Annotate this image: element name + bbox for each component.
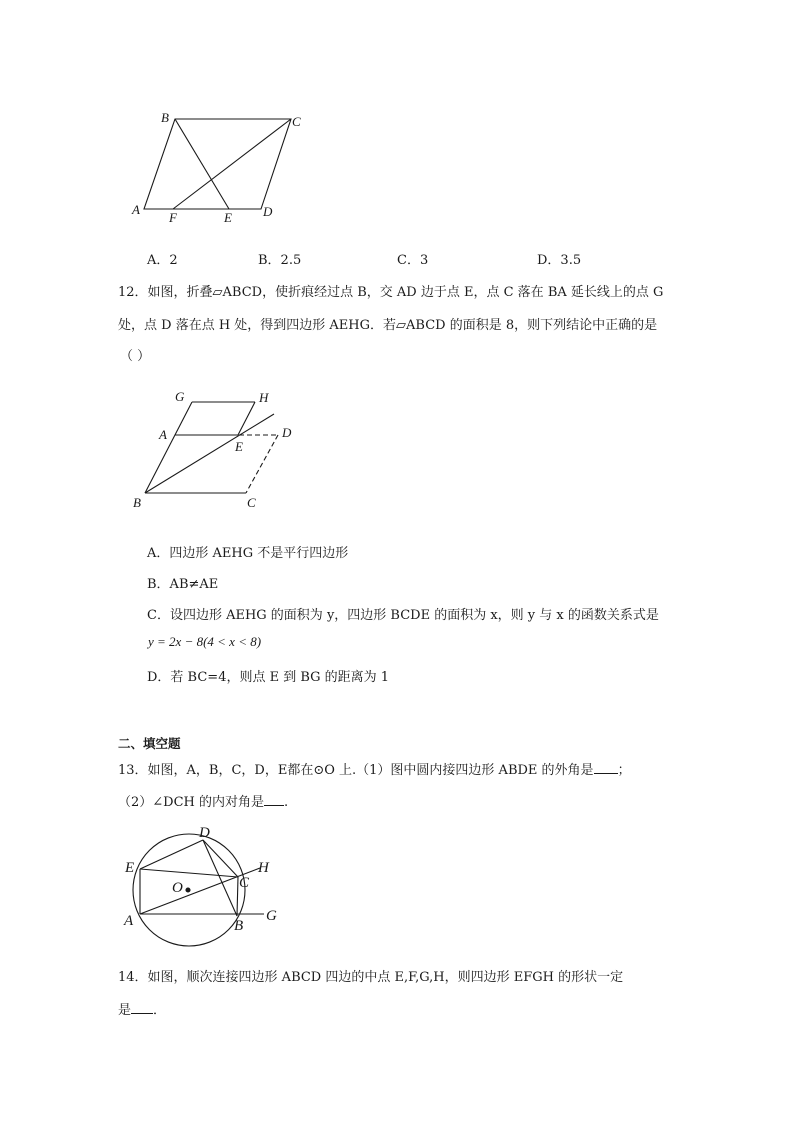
label-h: H <box>258 860 269 876</box>
label-d: D <box>263 204 273 219</box>
label-e: E <box>235 439 243 454</box>
label-a: A <box>159 427 167 442</box>
q12-line2: 处，点 D 落在点 H 处，得到四边形 AEHG．若▱ABCD 的面积是 8，则下列结论中正确的是 <box>118 318 658 333</box>
q12-line3: （ ） <box>120 349 151 364</box>
answer-blank-3[interactable] <box>131 1001 153 1014</box>
q12-option-c: C．设四边形 AEHG 的面积为 y，四边形 BCDE 的面积为 x，则 y 与 x 的函数关系式是 <box>147 608 659 623</box>
q12-option-b: B．AB≠AE <box>147 577 219 592</box>
label-g: G <box>175 389 185 404</box>
q14-line2-end: ． <box>153 1003 167 1018</box>
label-d: D <box>199 825 210 841</box>
q13-line1-end: ； <box>617 763 631 778</box>
q14-line2-text: 是 <box>118 1003 132 1018</box>
label-g: G <box>266 908 277 924</box>
segment-e-c <box>140 869 238 877</box>
segment-db <box>203 840 237 916</box>
parallelogram-figure-q11 <box>128 108 318 230</box>
q13-line2 <box>118 791 288 810</box>
q12-line1: 12．如图，折叠▱ABCD，使折痕经过点 B，交 AD 边于点 E，点 C 落在 BA 延长线上的点 G <box>118 285 664 300</box>
label-c: C <box>247 495 256 510</box>
q14-line1: 14．如图，顺次连接四边形 ABCD 四边的中点 E,F,G,H，则四边形 EFGH 的形状一定 <box>118 970 624 985</box>
label-e: E <box>125 860 135 876</box>
label-h: H <box>259 390 269 405</box>
q13-line2-end: . <box>284 795 289 810</box>
q12-option-c-formula: y = 2x − 8(4 < x < 8) <box>148 634 262 649</box>
option-a: A．2 <box>147 253 178 268</box>
label-b: B <box>234 918 244 934</box>
label-o: O <box>172 880 183 896</box>
answer-blank-1[interactable] <box>594 761 618 774</box>
q13-line1-text: 13．如图，A，B，C，D，E都在⊙O 上.（1）图中圆内接四边形 ABDE 的外角是 <box>118 763 594 778</box>
q13-line2-text: （2）∠DCH 的内对角是 <box>118 795 265 810</box>
segment-bg <box>145 402 192 493</box>
option-d: D．3.5 <box>537 253 582 268</box>
label-f: F <box>169 210 177 225</box>
fold-line <box>145 414 274 493</box>
option-c: C．3 <box>397 253 429 268</box>
center-dot <box>186 888 190 892</box>
folded-parallelogram-figure-q12 <box>128 385 308 517</box>
q12-option-a: A．四边形 AEHG 不是平行四边形 <box>147 546 349 561</box>
label-a: A <box>124 913 134 929</box>
answer-blank-2[interactable] <box>264 793 284 806</box>
label-c: C <box>292 114 301 129</box>
parallelogram-abcd <box>144 119 291 209</box>
label-a: A <box>132 202 140 217</box>
label-d: D <box>282 425 292 440</box>
segment-cb <box>237 877 238 916</box>
segment-bf-be <box>175 119 229 209</box>
q12-option-d: D．若 BC=4，则点 E 到 BG 的距离为 1 <box>147 670 390 685</box>
label-e: E <box>224 210 232 225</box>
circle-figure-q13 <box>118 820 288 950</box>
section-title-fill-in: 二、填空题 <box>118 736 181 751</box>
segment-dc <box>203 840 238 877</box>
label-b: B <box>133 495 141 510</box>
q13-line1 <box>118 759 631 778</box>
dashed-dc <box>246 435 278 493</box>
q14-line2 <box>118 999 166 1018</box>
segment-fc <box>173 119 291 209</box>
label-c: C <box>239 875 250 891</box>
segment-ed <box>140 840 203 869</box>
option-b: B．2.5 <box>258 253 302 268</box>
label-b: B <box>161 110 169 125</box>
segment-he <box>238 402 255 435</box>
